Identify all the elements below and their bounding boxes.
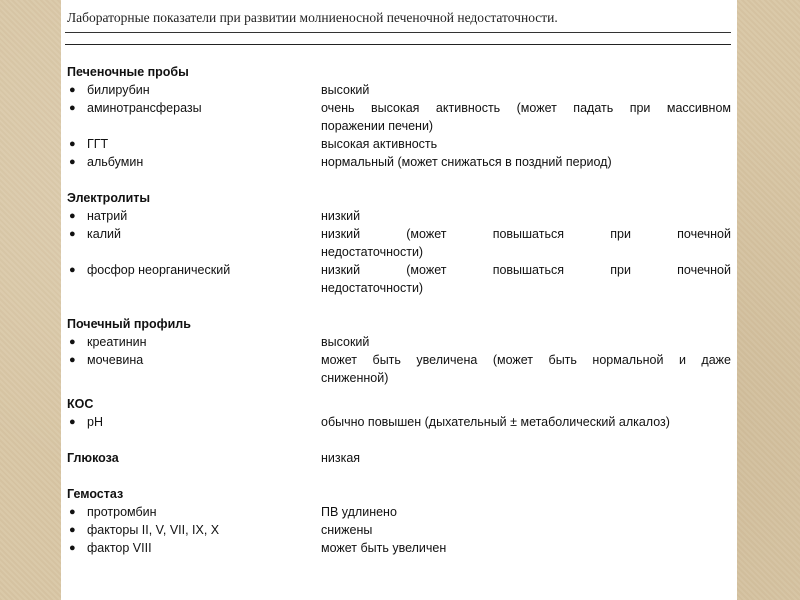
document-page <box>61 0 737 600</box>
param-value: низкая <box>321 451 361 465</box>
table-row <box>67 153 731 171</box>
table-row <box>67 521 731 539</box>
section-acid-base <box>67 395 731 431</box>
param-label: рН <box>87 415 103 429</box>
param-value-continued: сниженной) <box>321 371 389 385</box>
param-label: креатинин <box>87 335 147 349</box>
param-value: низкий (может повышаться при почечной <box>321 227 731 241</box>
param-label: натрий <box>87 209 128 223</box>
param-value: высокая активность <box>321 137 438 151</box>
param-label: фактор VIII <box>87 541 152 555</box>
table-row <box>67 503 731 521</box>
bullet-icon: ● <box>69 524 76 536</box>
bullet-icon: ● <box>69 138 76 150</box>
table-row <box>67 333 731 351</box>
section-liver-tests <box>67 63 731 171</box>
bullet-icon: ● <box>69 354 76 366</box>
section-electrolytes <box>67 189 731 297</box>
section-heading: Гемостаз <box>67 487 124 501</box>
header-divider <box>65 44 731 45</box>
param-label: билирубин <box>87 83 150 97</box>
table-row <box>67 225 731 261</box>
param-value: высокий <box>321 335 370 349</box>
param-value-continued: недостаточности) <box>321 281 424 295</box>
lab-table <box>67 63 731 565</box>
bullet-icon: ● <box>69 264 76 276</box>
section-renal-profile <box>67 315 731 387</box>
section-heading: Почечный профиль <box>67 317 191 331</box>
param-label: мочевина <box>87 353 144 367</box>
param-label: фосфор неорганический <box>87 263 231 277</box>
param-value: снижены <box>321 523 373 537</box>
param-label: протромбин <box>87 505 157 519</box>
bullet-icon: ● <box>69 416 76 428</box>
table-row <box>67 207 731 225</box>
section-heading: Электролиты <box>67 191 151 205</box>
bullet-icon: ● <box>69 210 76 222</box>
param-value: обычно повышен (дыхательный ± метаболический алкалоз) <box>321 415 670 429</box>
param-value: может быть увеличена (может быть нормальной и даже <box>321 353 731 367</box>
bullet-icon: ● <box>69 542 76 554</box>
table-row <box>67 261 731 297</box>
bullet-icon: ● <box>69 102 76 114</box>
table-row <box>67 135 731 153</box>
section-heading: Глюкоза <box>67 451 119 465</box>
bullet-icon: ● <box>69 84 76 96</box>
param-value: ПВ удлинено <box>321 505 397 519</box>
bullet-icon: ● <box>69 506 76 518</box>
param-value: низкий (может повышаться при почечной <box>321 263 731 277</box>
table-row <box>67 351 731 387</box>
bullet-icon: ● <box>69 156 76 168</box>
param-label: калий <box>87 227 121 241</box>
table-row <box>67 81 731 99</box>
bullet-icon: ● <box>69 336 76 348</box>
table-row <box>67 449 731 467</box>
title-divider <box>65 32 731 33</box>
section-heading: Печеночные пробы <box>67 65 189 79</box>
bullet-icon: ● <box>69 228 76 240</box>
section-heading: КОС <box>67 397 94 411</box>
param-label: факторы II, V, VII, IX, X <box>87 523 220 537</box>
param-value: высокий <box>321 83 370 97</box>
param-label: аминотрансферазы <box>87 101 202 115</box>
section-glucose <box>67 449 731 467</box>
param-value-continued: поражении печени) <box>321 119 434 133</box>
table-row <box>67 99 731 135</box>
document-title: Лабораторные показатели при развитии молниеносной печеночной недостаточности. <box>67 10 558 25</box>
param-label: альбумин <box>87 155 144 169</box>
table-row <box>67 413 731 431</box>
section-hemostasis <box>67 485 731 557</box>
param-value: нормальный (может снижаться в поздний период) <box>321 155 612 169</box>
param-value: может быть увеличен <box>321 541 447 555</box>
param-label: ГГТ <box>87 137 109 151</box>
param-value: очень высокая активность (может падать при массивном <box>321 101 731 115</box>
table-row <box>67 539 731 557</box>
param-value-continued: недостаточности) <box>321 245 424 259</box>
param-value: низкий <box>321 209 361 223</box>
